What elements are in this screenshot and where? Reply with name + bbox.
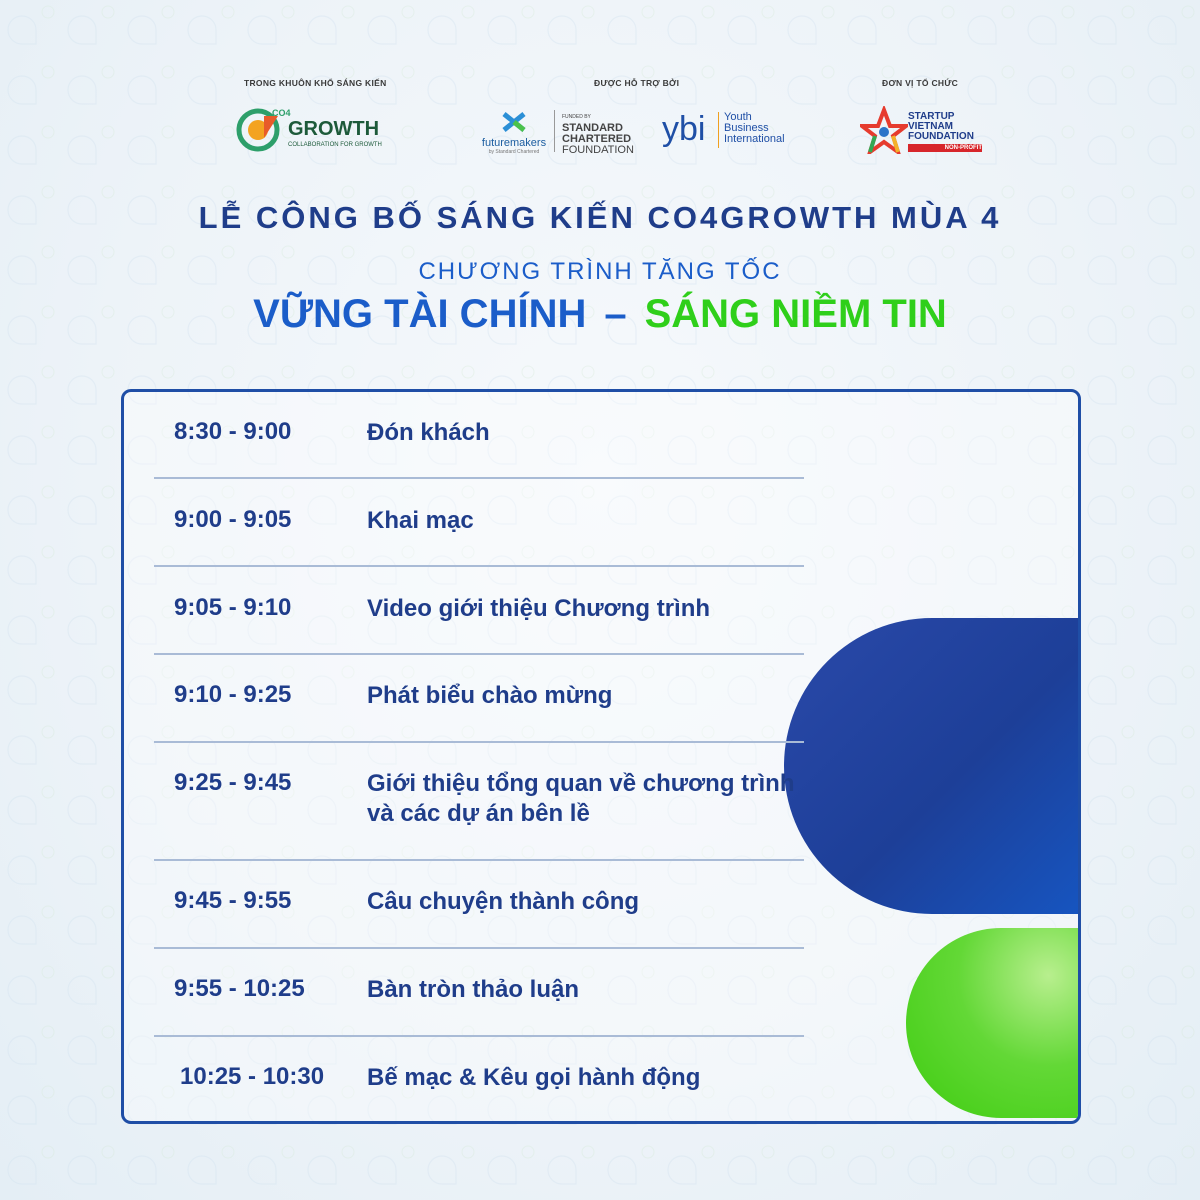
svf-logo	[860, 106, 990, 158]
agenda-divider	[154, 859, 804, 861]
agenda-divider	[154, 1035, 804, 1037]
agenda-divider	[154, 653, 804, 655]
scf-line3: FOUNDATION	[562, 144, 634, 156]
svf-line3: FOUNDATION	[908, 131, 974, 142]
agenda-time: 9:55 - 10:25	[174, 975, 305, 1002]
page-subtitle: CHƯƠNG TRÌNH TĂNG TỐC	[418, 258, 782, 285]
decor-blue-shape	[784, 618, 1081, 914]
co4growth-prefix: CO4	[272, 108, 291, 118]
sponsor-divider	[554, 110, 555, 152]
slogan-dash: –	[604, 292, 627, 336]
agenda-time: 9:45 - 9:55	[174, 887, 292, 914]
agenda-divider	[154, 741, 804, 743]
agenda-time: 9:10 - 9:25	[174, 681, 292, 708]
agenda-divider	[154, 477, 804, 479]
agenda-title: Phát biểu chào mừng	[367, 682, 613, 709]
ybi-bar	[718, 112, 719, 148]
svf-badge: NON-PROFIT	[908, 144, 982, 152]
agenda-divider	[154, 565, 804, 567]
ybi-line1: Youth	[724, 111, 752, 123]
co4growth-tagline: COLLABORATION FOR GROWTH	[288, 142, 382, 148]
agenda-title: Đón khách	[367, 419, 490, 446]
svf-star-icon	[860, 106, 908, 154]
decor-green-shape	[906, 928, 1081, 1118]
svf-line2: VIETNAM	[908, 121, 953, 132]
scf-line2: CHARTERED	[562, 133, 632, 145]
agenda-time: 9:05 - 9:10	[174, 594, 292, 621]
scf-line1: STANDARD	[562, 122, 623, 134]
agenda-title: Câu chuyện thành công	[367, 888, 640, 915]
scf-funded-by: FUNDED BY	[562, 114, 591, 120]
agenda-card	[121, 389, 1081, 1124]
agenda-title: Bàn tròn thảo luận	[367, 976, 579, 1003]
co4growth-logo	[236, 106, 396, 154]
slogan-right: SÁNG NIỀM TIN	[644, 292, 947, 336]
agenda-title: Giới thiệu tổng quan về chương trình và các dự án bên lề	[367, 770, 795, 827]
futuremakers-name: futuremakers	[481, 137, 547, 149]
agenda-time: 10:25 - 10:30	[180, 1063, 325, 1090]
agenda-time: 9:00 - 9:05	[174, 506, 292, 533]
scf-logo	[562, 112, 642, 154]
organizer-caption: ĐƠN VỊ TỔ CHỨC	[882, 78, 959, 88]
ybi-line3: International	[724, 133, 785, 145]
agenda-title: Khai mạc	[367, 507, 474, 534]
agenda-time: 9:25 - 9:45	[174, 769, 292, 796]
futuremakers-sub: by Standard Chartered	[488, 149, 540, 155]
agenda-time: 8:30 - 9:00	[174, 418, 292, 445]
ybi-mark: ybi	[662, 110, 706, 148]
sponsor-row	[0, 78, 1200, 168]
co4growth-wordmark: GROWTH	[288, 118, 380, 140]
page-title: LỄ CÔNG BỐ SÁNG KIẾN CO4GROWTH MÙA 4	[198, 200, 1002, 235]
agenda-title: Bế mạc & Kêu gọi hành động	[367, 1064, 701, 1091]
svf-line1: STARTUP	[908, 111, 955, 122]
futuremakers-logo	[478, 112, 550, 155]
initiative-caption: TRONG KHUÔN KHỔ SÁNG KIẾN	[244, 78, 387, 88]
agenda-title: Video giới thiệu Chương trình	[367, 595, 711, 622]
agenda-divider	[154, 947, 804, 949]
slogan	[0, 292, 1200, 337]
supporters-caption: ĐƯỢC HỖ TRỢ BỞI	[594, 78, 680, 88]
futuremakers-x-icon	[501, 112, 527, 132]
ybi-line2: Business	[724, 122, 769, 134]
ybi-logo	[662, 110, 802, 156]
slogan-left: VỮNG TÀI CHÍNH	[253, 292, 587, 336]
